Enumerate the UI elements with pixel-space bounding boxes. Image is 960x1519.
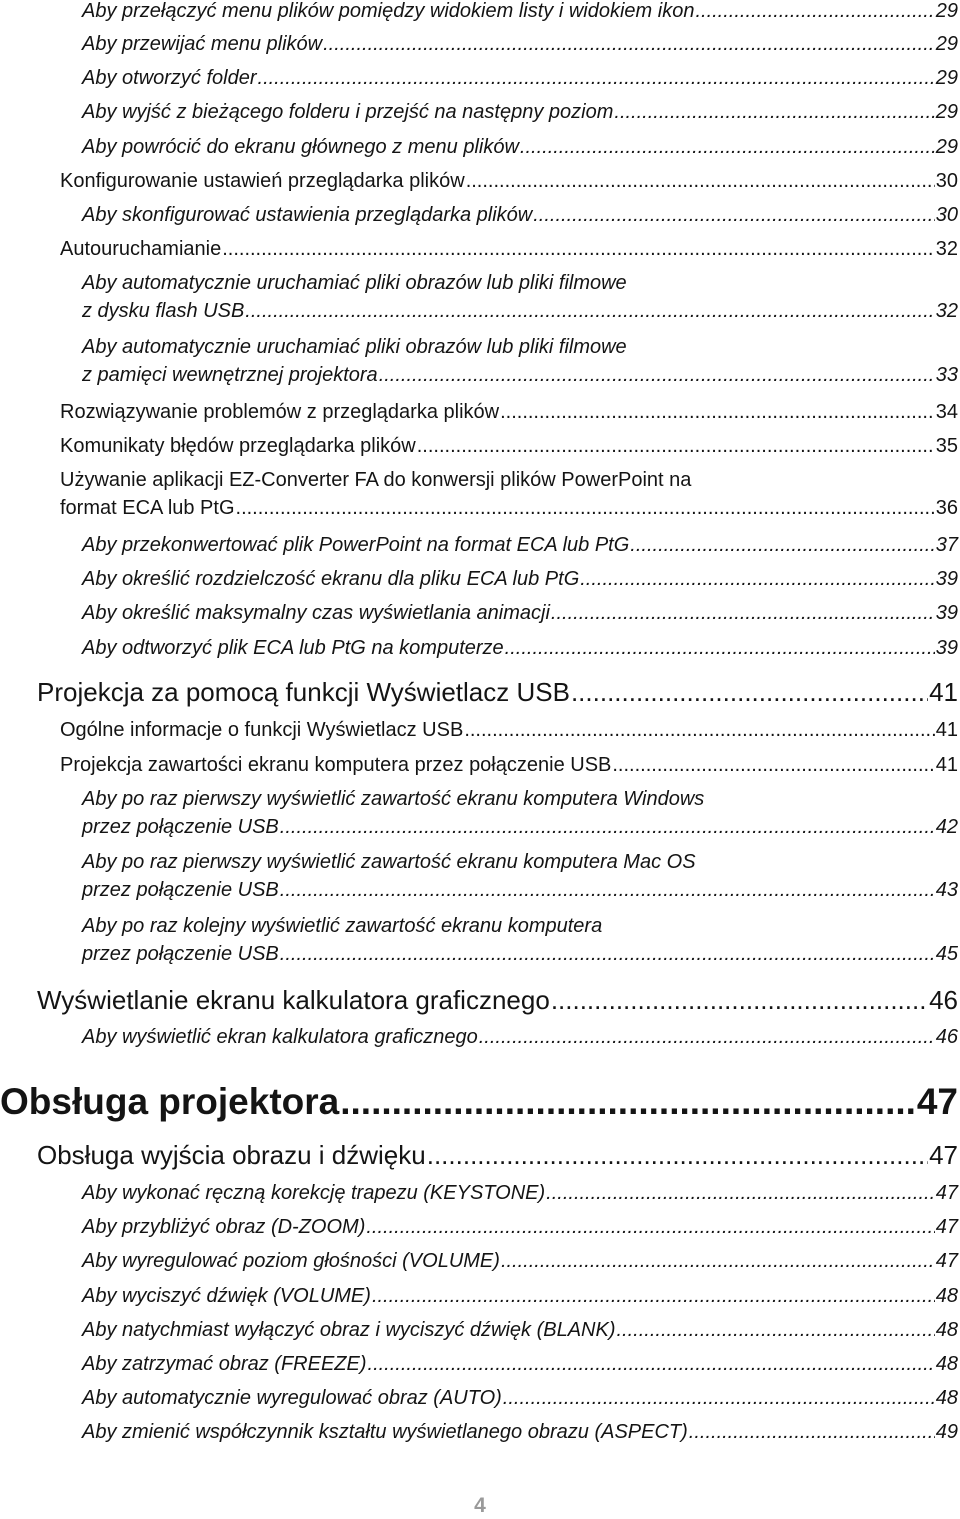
toc-entry-title: Projekcja za pomocą funkcji Wyświetlacz USB xyxy=(37,677,570,707)
toc-entry[interactable] xyxy=(60,754,958,777)
toc-entry[interactable] xyxy=(82,602,958,625)
toc-entry-title: Aby określić rozdzielczość ekranu dla pliku ECA lub PtG xyxy=(82,568,580,590)
toc-entry-title: Projekcja zawartości ekranu komputera przez połączenie USB xyxy=(60,754,612,776)
dot-leader xyxy=(614,101,934,124)
toc-entry-page: 29 xyxy=(935,136,958,158)
toc-entry-title: Aby po raz pierwszy wyświetlić zawartość ekranu komputera Mac OS xyxy=(82,851,696,873)
toc-entry-title: Aby zatrzymać obraz (FREEZE) xyxy=(82,1353,367,1375)
toc-entry[interactable] xyxy=(82,1182,958,1205)
toc-entry-page: 48 xyxy=(935,1353,958,1375)
toc-entry-page: 47 xyxy=(935,1216,958,1238)
toc-entry-title: Rozwiązywanie problemów z przeglądarka plików xyxy=(60,401,500,423)
toc-entry-page: 46 xyxy=(935,1026,958,1048)
toc-entry-page: 48 xyxy=(935,1285,958,1307)
dot-leader xyxy=(503,1387,935,1410)
toc-entry[interactable] xyxy=(60,401,958,424)
toc-entry[interactable] xyxy=(82,1026,958,1049)
toc-entry[interactable] xyxy=(82,1421,958,1444)
dot-leader xyxy=(505,637,935,660)
dot-leader xyxy=(520,136,935,159)
toc-entry[interactable] xyxy=(60,238,958,261)
dot-leader xyxy=(551,602,935,625)
toc-entry-page: 32 xyxy=(935,300,958,322)
dot-leader xyxy=(464,719,934,742)
dot-leader xyxy=(258,67,935,90)
toc-entry[interactable] xyxy=(82,33,958,56)
dot-leader xyxy=(551,985,928,1016)
dot-leader xyxy=(500,401,935,424)
toc-entry[interactable] xyxy=(82,101,958,124)
dot-leader xyxy=(368,1353,935,1376)
toc-entry-page: 30 xyxy=(935,204,958,226)
toc-entry[interactable] xyxy=(82,272,958,323)
toc-entry[interactable] xyxy=(82,1353,958,1376)
toc-entry-page: 29 xyxy=(935,33,958,55)
toc-entry[interactable] xyxy=(82,0,958,23)
toc-entry[interactable] xyxy=(82,788,958,839)
dot-leader xyxy=(280,943,935,966)
toc-entry-title: Aby wyciszyć dźwięk (VOLUME) xyxy=(82,1285,371,1307)
toc-entry-page: 47 xyxy=(935,1250,958,1272)
toc-entry-title: Aby otworzyć folder xyxy=(82,67,257,89)
toc-entry-page: 39 xyxy=(935,637,958,659)
toc-entry-title: Aby natychmiast wyłączyć obraz i wyciszyć dźwięk (BLANK) xyxy=(82,1319,616,1341)
toc-entry-title: Aby po raz pierwszy wyświetlić zawartość ekranu komputera Windows xyxy=(82,788,705,810)
toc-entry[interactable] xyxy=(82,534,958,557)
toc-entry[interactable] xyxy=(82,1387,958,1410)
toc-entry-title: Obsługa wyjścia obrazu i dźwięku xyxy=(37,1140,426,1170)
toc-entry-title: Wyświetlanie ekranu kalkulatora graficznego xyxy=(37,985,550,1015)
toc-entry-title: Aby automatycznie uruchamiać pliki obrazów lub pliki filmowe xyxy=(82,336,627,358)
toc-entry-title: Aby przybliżyć obraz (D-ZOOM) xyxy=(82,1216,366,1238)
toc-entry[interactable] xyxy=(37,1140,958,1171)
toc-entry-title: Aby wyjść z bieżącego folderu i przejść na następny poziom xyxy=(82,101,614,123)
toc-entry-page: 41 xyxy=(929,677,958,707)
toc-entry[interactable] xyxy=(82,568,958,591)
toc-entry-title: Konfigurowanie ustawień przeglądarka plików xyxy=(60,170,465,192)
toc-entry-title: Aby po raz kolejny wyświetlić zawartość ekranu komputera xyxy=(82,915,603,937)
dot-leader xyxy=(501,1250,935,1273)
toc-entry-page: 47 xyxy=(929,1140,958,1170)
dot-leader xyxy=(323,33,935,56)
toc-entry-title: Aby wyświetlić ekran kalkulatora graficznego xyxy=(82,1026,478,1048)
toc-entry-page: 48 xyxy=(935,1387,958,1409)
toc-entry-page: 35 xyxy=(935,435,958,457)
dot-leader xyxy=(372,1285,935,1308)
toc-chapter-entry[interactable] xyxy=(0,1081,958,1123)
dot-leader xyxy=(340,1081,916,1123)
toc-entry-page: 33 xyxy=(935,364,958,386)
toc-entry-page: 32 xyxy=(935,238,958,260)
toc-entry-page: 30 xyxy=(935,170,958,192)
dot-leader xyxy=(236,497,935,520)
toc-entry-title: Aby wykonać ręczną korekcję trapezu (KEYSTONE) xyxy=(82,1182,546,1204)
dot-leader xyxy=(379,364,935,387)
toc-entry[interactable] xyxy=(82,637,958,660)
toc-entry-title-continued: format ECA lub PtG xyxy=(60,497,235,519)
toc-entry[interactable] xyxy=(82,67,958,90)
toc-entry-page: 29 xyxy=(935,0,958,22)
toc-entry-title: Aby przełączyć menu plików pomiędzy widokiem listy i widokiem ikon xyxy=(82,0,695,22)
toc-entry-title: Aby przewijać menu plików xyxy=(82,33,323,55)
toc-entry-title: Aby skonfigurować ustawienia przeglądarka plików xyxy=(82,204,533,226)
dot-leader xyxy=(580,568,935,591)
dot-leader xyxy=(222,238,935,261)
toc-entry[interactable] xyxy=(82,1216,958,1239)
toc-entry-page: 39 xyxy=(935,568,958,590)
toc-entry[interactable] xyxy=(82,336,958,387)
toc-entry-title: Autouruchamianie xyxy=(60,238,222,260)
toc-entry[interactable] xyxy=(82,1285,958,1308)
toc-entry[interactable] xyxy=(37,985,958,1016)
toc-entry-title: Ogólne informacje o funkcji Wyświetlacz USB xyxy=(60,719,464,741)
dot-leader xyxy=(427,1140,928,1171)
dot-leader xyxy=(612,754,934,777)
dot-leader xyxy=(280,879,935,902)
toc-entry-title: Aby wyregulować poziom głośności (VOLUME) xyxy=(82,1250,500,1272)
dot-leader xyxy=(630,534,934,557)
dot-leader xyxy=(546,1182,935,1205)
toc-entry-page: 29 xyxy=(935,101,958,123)
toc-entry[interactable] xyxy=(37,677,958,708)
dot-leader xyxy=(533,204,935,227)
dot-leader xyxy=(366,1216,934,1239)
toc-entry-title: Aby przekonwertować plik PowerPoint na format ECA lub PtG xyxy=(82,534,630,556)
toc-entry-page: 47 xyxy=(916,1081,958,1122)
toc-entry-title-continued: z dysku flash USB xyxy=(82,300,245,322)
toc-entry[interactable] xyxy=(60,435,958,458)
dot-leader xyxy=(571,677,928,708)
toc-entry[interactable] xyxy=(60,719,958,742)
toc-entry-title: Aby odtworzyć plik ECA lub PtG na komputerze xyxy=(82,637,504,659)
toc-entry[interactable] xyxy=(82,851,958,902)
toc-entry-page: 41 xyxy=(935,719,958,741)
toc-entry-page: 37 xyxy=(935,534,958,556)
toc-entry-page: 34 xyxy=(935,401,958,423)
toc-entry-title-continued: z pamięci wewnętrznej projektora xyxy=(82,364,378,386)
toc-entry[interactable] xyxy=(60,469,958,520)
toc-entry-title-continued: przez połączenie USB xyxy=(82,943,279,965)
toc-entry-page: 46 xyxy=(929,985,958,1015)
toc-entry-title: Aby określić maksymalny czas wyświetlania animacji xyxy=(82,602,550,624)
toc-entry-page: 49 xyxy=(935,1421,958,1443)
toc-entry[interactable] xyxy=(82,915,958,966)
page-number: 4 xyxy=(474,1494,486,1517)
toc-entry-title: Aby zmienić współczynnik kształtu wyświetlanego obrazu (ASPECT) xyxy=(82,1421,688,1443)
toc-entry-title: Używanie aplikacji EZ-Converter FA do konwersji plików PowerPoint na xyxy=(60,469,692,491)
toc-entry-page: 41 xyxy=(935,754,958,776)
dot-leader xyxy=(245,300,934,323)
toc-entry[interactable] xyxy=(82,204,958,227)
toc-entry-title: Obsługa projektora xyxy=(0,1081,340,1122)
toc-entry-title-continued: przez połączenie USB xyxy=(82,879,279,901)
toc-entry-page: 45 xyxy=(935,943,958,965)
toc-entry-title: Aby powrócić do ekranu głównego z menu plików xyxy=(82,136,519,158)
toc-entry-page: 47 xyxy=(935,1182,958,1204)
toc-entry-page: 29 xyxy=(935,67,958,89)
dot-leader xyxy=(616,1319,934,1342)
toc-entry-page: 43 xyxy=(935,879,958,901)
toc-entry-title: Aby automatycznie wyregulować obraz (AUTO) xyxy=(82,1387,502,1409)
toc-entry[interactable] xyxy=(60,170,958,193)
toc-entry[interactable] xyxy=(82,136,958,159)
dot-leader xyxy=(479,1026,935,1049)
toc-entry-page: 48 xyxy=(935,1319,958,1341)
toc-entry[interactable] xyxy=(82,1250,958,1273)
dot-leader xyxy=(689,1421,935,1444)
dot-leader xyxy=(417,435,935,458)
toc-entry[interactable] xyxy=(82,1319,958,1342)
toc-entry-page: 36 xyxy=(935,497,958,519)
toc-entry-page: 39 xyxy=(935,602,958,624)
toc-entry-title: Aby automatycznie uruchamiać pliki obrazów lub pliki filmowe xyxy=(82,272,627,294)
toc-entry-title-continued: przez połączenie USB xyxy=(82,816,279,838)
toc-entry-title: Komunikaty błędów przeglądarka plików xyxy=(60,435,416,457)
dot-leader xyxy=(466,170,935,193)
toc-entry-page: 42 xyxy=(935,816,958,838)
dot-leader xyxy=(695,0,934,23)
dot-leader xyxy=(280,816,935,839)
